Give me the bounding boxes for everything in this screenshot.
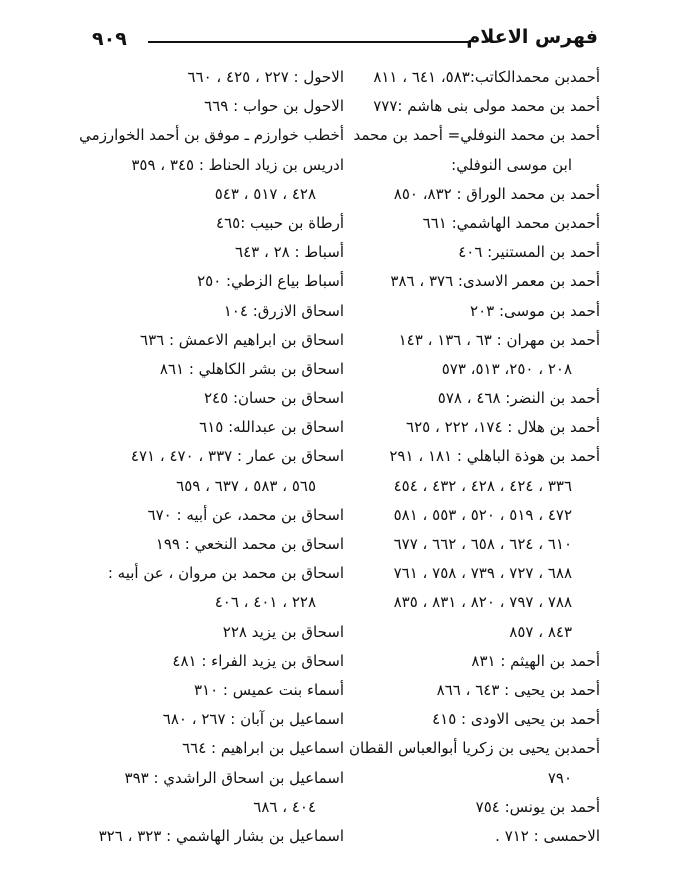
index-entry: أرطاة بن حبيب :٤٦٥ (216, 213, 344, 232)
index-entry: أسباط بياع الزطي: ٢٥٠ (197, 272, 344, 291)
index-entry-continuation: ٨٤٣ ، ٨٥٧ (509, 622, 572, 641)
index-entry: أحمد بن موسى: ٢٠٣ (470, 301, 600, 320)
index-entry: اسحاق بن محمد بن مروان ، عن أبيه : (107, 564, 344, 583)
index-entry-continuation: ٢٠٨ ، ٢٥٠، ٥١٣، ٥٧٣ (441, 359, 572, 378)
index-entry: اسحاق الازرق: ١٠٤ (223, 301, 344, 320)
index-entry-continuation: ٤٠٤ ، ٦٨٦ (253, 797, 316, 816)
index-entry-continuation: ٥٦٥ ، ٥٨٣ ، ٦٣٧ ، ٦٥٩ (176, 476, 316, 495)
index-entry: اسحاق بن يزيد الفراء : ٤٨١ (172, 651, 344, 670)
index-entry: اسماعيل بن ابراهيم : ٦٦٤ (182, 739, 344, 758)
index-entry: أحمد بن معمر الاسدى: ٣٧٦ ، ٣٨٦ (390, 272, 600, 291)
index-entry: أحمدبن محمد الهاشمي: ٦٦١ (422, 213, 600, 232)
index-entry: أحمد بن محمد النوفلي= أحمد بن محمد (353, 126, 600, 145)
index-entry: اسحاق بن حسان: ٢٤٥ (204, 389, 344, 408)
index-entry-continuation: ٧٨٨ ، ٧٩٧ ، ٨٢٠ ، ٨٣١ ، ٨٣٥ (393, 593, 572, 612)
index-entry-continuation: ٣٣٦ ، ٤٢٤ ، ٤٢٨ ، ٤٣٢ ، ٤٥٤ (393, 476, 572, 495)
index-entry: أحمدبن يحيى بن زكريا أبوالعباس القطان (349, 739, 600, 758)
index-entry: اسماعيل بن آبان : ٢٦٧ ، ٦٨٠ (162, 710, 344, 729)
index-entry-continuation: ٧٩٠ (547, 768, 572, 787)
index-entry: اسحاق بن ابراهيم الاعمش : ٦٣٦ (140, 330, 344, 349)
index-entry: أحمد بن المستنير: ٤٠٦ (458, 243, 600, 262)
index-column-right (349, 63, 600, 851)
index-entry: أحمد بن يونس: ٧٥٤ (475, 797, 600, 816)
index-entry: أسماء بنت عميس : ٣١٠ (193, 680, 344, 699)
index-entry: أحمد بن الهيثم : ٨٣١ (471, 651, 600, 670)
index-entry: أحمد بن محمد مولى بنى هاشم :٧٧٧ (373, 97, 600, 116)
index-entry-continuation: ابن موسى النوفلي: (451, 155, 572, 174)
index-entry: أحمد بن النضر: ٤٦٨ ، ٥٧٨ (437, 389, 600, 408)
index-entry: اسماعيل بن بشار الهاشمي : ٣٢٣ ، ٣٢٦ (98, 826, 344, 845)
index-entry: أحمد بن هلال : ١٧٤، ٢٢٢ ، ٦٢٥ (406, 418, 600, 437)
index-entry: اسحاق بن محمد النخعي : ١٩٩ (155, 535, 344, 553)
running-header (92, 24, 598, 56)
index-entry: أحمد بن مهران : ٦٣ ، ١٣٦ ، ١٤٣ (398, 330, 600, 349)
index-entry-continuation: ٦١٠ ، ٦٢٤ ، ٦٥٨ ، ٦٦٢ ، ٦٧٧ (393, 535, 572, 553)
index-entry: أسباط : ٢٨ ، ٦٤٣ (235, 243, 344, 262)
index-entry: أحمد بن يحيى الاودى : ٤١٥ (432, 710, 600, 729)
index-entry-continuation: ٤٧٢ ، ٥١٩ ، ٥٢٠ ، ٥٥٣ ، ٥٨١ (393, 505, 572, 524)
index-entry: الاحول : ٢٢٧ ، ٤٢٥ ، ٦٦٠ (187, 68, 344, 86)
index-entry: اسحاق بن عبدالله: ٦١٥ (199, 418, 344, 437)
index-entry: أحمد بن هوذة الباهلي : ١٨١ ، ٢٩١ (389, 447, 600, 466)
index-entry: الاحمسى : ٧١٢ . (495, 826, 600, 845)
index-entry: أحمدبن محمدالكاتب:٥٨٣، ٦٤١ ، ٨١١ (373, 68, 600, 86)
index-entry: أخطب خوارزم ـ موفق بن أحمد الخوارزمي (79, 126, 344, 145)
index-entry-continuation: ٢٢٨ ، ٤٠١ ، ٤٠٦ (214, 593, 316, 612)
index-entry-continuation: ٤٢٨ ، ٥١٧ ، ٥٤٣ (214, 184, 316, 203)
index-entry: ادريس بن زياد الحناط : ٣٤٥ ، ٣٥٩ (131, 155, 344, 174)
index-entry: اسحاق بن عمار : ٣٣٧ ، ٤٧٠ ، ٤٧١ (130, 447, 344, 466)
index-entry: أحمد بن يحيى : ٦٤٣ ، ٨٦٦ (436, 680, 600, 699)
index-entry: اسماعيل بن اسحاق الراشدي : ٣٩٣ (124, 768, 344, 787)
index-entry: اسحاق بن يزيد ٢٢٨ (222, 622, 344, 641)
index-column-left (79, 63, 344, 851)
index-entry: اسحاق بن بشر الكاهلي : ٨٦١ (159, 359, 344, 378)
index-entry-continuation: ٦٨٨ ، ٧٢٧ ، ٧٣٩ ، ٧٥٨ ، ٧٦١ (393, 564, 572, 583)
index-entry: أحمد بن محمد الوراق : ٨٣٢، ٨٥٠ (393, 184, 600, 203)
page-title: فهرس الاعلام (466, 26, 598, 48)
page-number: ٩٠٩ (92, 28, 127, 50)
index-entry: اسحاق بن محمد، عن أبيه : ٦٧٠ (147, 505, 344, 524)
index-entry: الاحول بن حواب : ٦٦٩ (204, 97, 344, 116)
header-rule (148, 41, 470, 43)
